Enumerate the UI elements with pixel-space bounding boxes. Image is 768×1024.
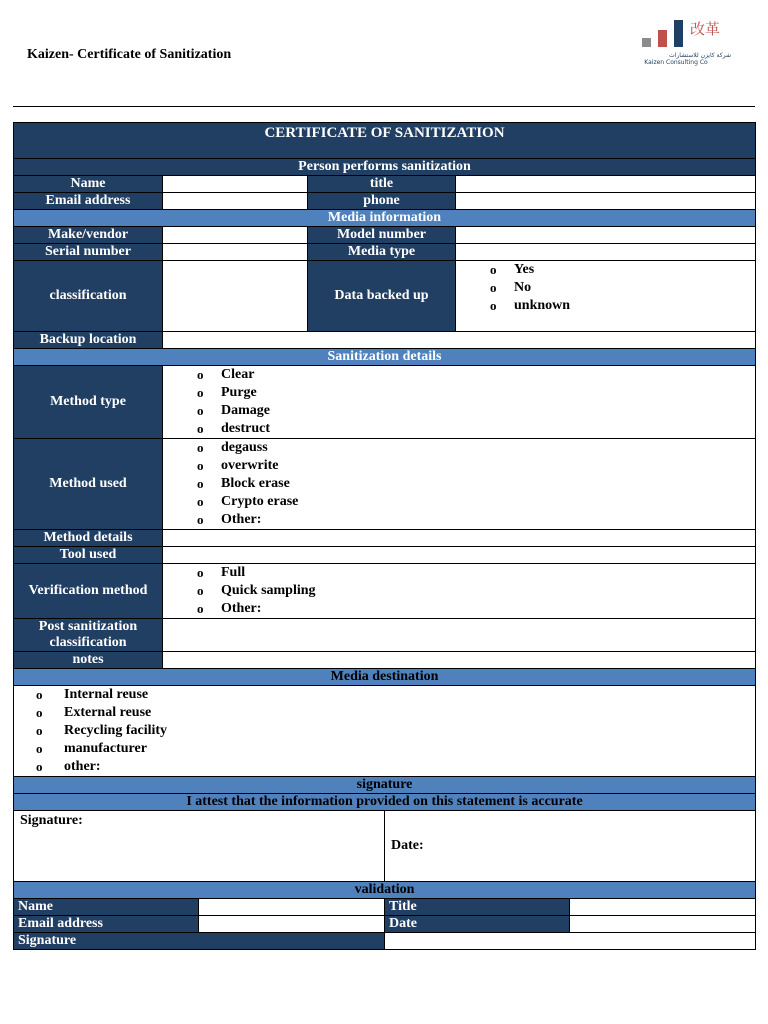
svg-text:改革: 改革 bbox=[690, 20, 721, 38]
method-type-option-purge[interactable] bbox=[163, 384, 755, 402]
method-used-option-degauss[interactable] bbox=[163, 439, 755, 457]
method-used-label: Method used bbox=[14, 439, 163, 530]
section-media: Media information bbox=[14, 210, 756, 227]
data-backed-up-label: Data backed up bbox=[308, 261, 456, 332]
notes-label: notes bbox=[14, 652, 163, 669]
attestation-statement: I attest that the information provided on this statement is accurate bbox=[14, 794, 756, 811]
classification-field[interactable] bbox=[163, 261, 308, 332]
certificate-form bbox=[13, 122, 755, 950]
section-person: Person performs sanitization bbox=[14, 159, 756, 176]
bullet-icon: o bbox=[197, 440, 204, 455]
media-type-label: Media type bbox=[308, 244, 456, 261]
bullet-icon: o bbox=[197, 494, 204, 509]
destination-option-internal-reuse[interactable] bbox=[28, 686, 755, 704]
bullet-icon: o bbox=[490, 280, 497, 295]
bullet-icon: o bbox=[197, 421, 204, 436]
serial-number-field[interactable] bbox=[163, 244, 308, 261]
kaizen-logo bbox=[636, 14, 736, 72]
email-field[interactable] bbox=[163, 193, 308, 210]
bullet-icon: o bbox=[197, 565, 204, 580]
verification-method-label: Verification method bbox=[14, 564, 163, 619]
post-sanitization-classification-field[interactable] bbox=[163, 619, 756, 652]
validation-date-field[interactable] bbox=[570, 916, 756, 933]
option-label: Yes bbox=[514, 262, 535, 277]
bullet-icon: o bbox=[36, 741, 43, 756]
option-label: Damage bbox=[221, 403, 270, 418]
date-field[interactable]: Date: bbox=[385, 811, 756, 882]
validation-title-field[interactable] bbox=[570, 899, 756, 916]
method-used-options bbox=[163, 439, 756, 530]
method-details-field[interactable] bbox=[163, 530, 756, 547]
section-validation: validation bbox=[14, 882, 756, 899]
signature-field[interactable]: Signature: bbox=[14, 811, 385, 882]
option-label: Full bbox=[221, 565, 246, 580]
bullet-icon: o bbox=[36, 759, 43, 774]
option-label: Recycling facility bbox=[64, 723, 168, 738]
bullet-icon: o bbox=[36, 705, 43, 720]
document-title: Kaizen- Certificate of Sanitization bbox=[27, 47, 232, 62]
option-label: Block erase bbox=[221, 476, 290, 491]
option-label: Internal reuse bbox=[64, 687, 149, 702]
serial-number-label: Serial number bbox=[14, 244, 163, 261]
form-title: CERTIFICATE OF SANITIZATION bbox=[14, 123, 756, 159]
method-type-options bbox=[163, 366, 756, 439]
option-label: overwrite bbox=[221, 458, 279, 473]
header-rule bbox=[13, 106, 755, 107]
model-number-label: Model number bbox=[308, 227, 456, 244]
bullet-icon: o bbox=[197, 458, 204, 473]
method-used-option-block-erase[interactable] bbox=[163, 475, 755, 493]
option-label: manufacturer bbox=[64, 741, 147, 756]
destination-option-manufacturer[interactable] bbox=[28, 740, 755, 758]
media-destination-options bbox=[14, 686, 756, 777]
method-used-option-crypto-erase[interactable] bbox=[163, 493, 755, 511]
option-label: Crypto erase bbox=[221, 494, 299, 509]
method-used-option-other[interactable] bbox=[163, 511, 755, 529]
svg-text:شركة كايزن للاستشارات: شركة كايزن للاستشارات bbox=[669, 52, 731, 59]
bullet-icon: o bbox=[490, 262, 497, 277]
section-sanitization: Sanitization details bbox=[14, 349, 756, 366]
bullet-icon: o bbox=[197, 385, 204, 400]
data-backed-up-options bbox=[456, 261, 756, 332]
make-vendor-label: Make/vendor bbox=[14, 227, 163, 244]
media-type-field[interactable] bbox=[456, 244, 756, 261]
validation-email-field[interactable] bbox=[199, 916, 385, 933]
validation-name-field[interactable] bbox=[199, 899, 385, 916]
method-type-option-damage[interactable] bbox=[163, 402, 755, 420]
bullet-icon: o bbox=[197, 476, 204, 491]
section-media-destination: Media destination bbox=[14, 669, 756, 686]
validation-name-label: Name bbox=[14, 899, 199, 916]
notes-field[interactable] bbox=[163, 652, 756, 669]
phone-field[interactable] bbox=[456, 193, 756, 210]
bullet-icon: o bbox=[197, 367, 204, 382]
verification-option-quick-sampling[interactable] bbox=[163, 582, 755, 600]
option-label: Clear bbox=[221, 367, 255, 382]
validation-signature-label: Signature bbox=[14, 933, 385, 950]
tool-used-label: Tool used bbox=[14, 547, 163, 564]
phone-label: phone bbox=[308, 193, 456, 210]
method-type-label: Method type bbox=[14, 366, 163, 439]
classification-label: classification bbox=[14, 261, 163, 332]
option-label: Quick sampling bbox=[221, 583, 316, 598]
model-number-field[interactable] bbox=[456, 227, 756, 244]
tool-used-field[interactable] bbox=[163, 547, 756, 564]
backup-location-field[interactable] bbox=[163, 332, 756, 349]
verification-method-options bbox=[163, 564, 756, 619]
validation-date-label: Date bbox=[385, 916, 570, 933]
svg-text:Kaizen Consulting Co: Kaizen Consulting Co bbox=[644, 59, 708, 66]
bullet-icon: o bbox=[197, 601, 204, 616]
verification-option-full[interactable] bbox=[163, 564, 755, 582]
title-label: title bbox=[308, 176, 456, 193]
bullet-icon: o bbox=[36, 723, 43, 738]
option-label: degauss bbox=[221, 440, 268, 455]
backed-up-option-no[interactable] bbox=[456, 279, 755, 297]
option-label: unknown bbox=[514, 298, 571, 313]
name-label: Name bbox=[14, 176, 163, 193]
email-label: Email address bbox=[14, 193, 163, 210]
validation-title-label: Title bbox=[385, 899, 570, 916]
method-used-option-overwrite[interactable] bbox=[163, 457, 755, 475]
backup-location-label: Backup location bbox=[14, 332, 163, 349]
bullet-icon: o bbox=[197, 583, 204, 598]
option-label: No bbox=[514, 280, 532, 295]
post-sanitization-classification-label: Post sanitization classification bbox=[14, 619, 163, 652]
backed-up-option-yes[interactable] bbox=[456, 261, 755, 279]
backed-up-option-unknown[interactable] bbox=[456, 297, 755, 315]
method-details-label: Method details bbox=[14, 530, 163, 547]
option-label: External reuse bbox=[64, 705, 152, 720]
destination-option-other[interactable] bbox=[28, 758, 755, 776]
verification-option-other[interactable] bbox=[163, 600, 755, 618]
option-label: Purge bbox=[221, 385, 257, 400]
name-field[interactable] bbox=[163, 176, 308, 193]
option-label: other: bbox=[64, 759, 101, 774]
destination-option-external-reuse[interactable] bbox=[28, 704, 755, 722]
destination-option-recycling-facility[interactable] bbox=[28, 722, 755, 740]
section-signature: signature bbox=[14, 777, 756, 794]
method-type-option-clear[interactable] bbox=[163, 366, 755, 384]
validation-email-label: Email address bbox=[14, 916, 199, 933]
method-type-option-destruct[interactable] bbox=[163, 420, 755, 438]
bullet-icon: o bbox=[197, 512, 204, 527]
bullet-icon: o bbox=[197, 403, 204, 418]
make-vendor-field[interactable] bbox=[163, 227, 308, 244]
option-label: Other: bbox=[221, 601, 262, 616]
bullet-icon: o bbox=[490, 298, 497, 313]
bullet-icon: o bbox=[36, 687, 43, 702]
title-field[interactable] bbox=[456, 176, 756, 193]
option-label: Other: bbox=[221, 512, 262, 527]
validation-signature-field[interactable] bbox=[385, 933, 756, 950]
option-label: destruct bbox=[221, 421, 270, 436]
